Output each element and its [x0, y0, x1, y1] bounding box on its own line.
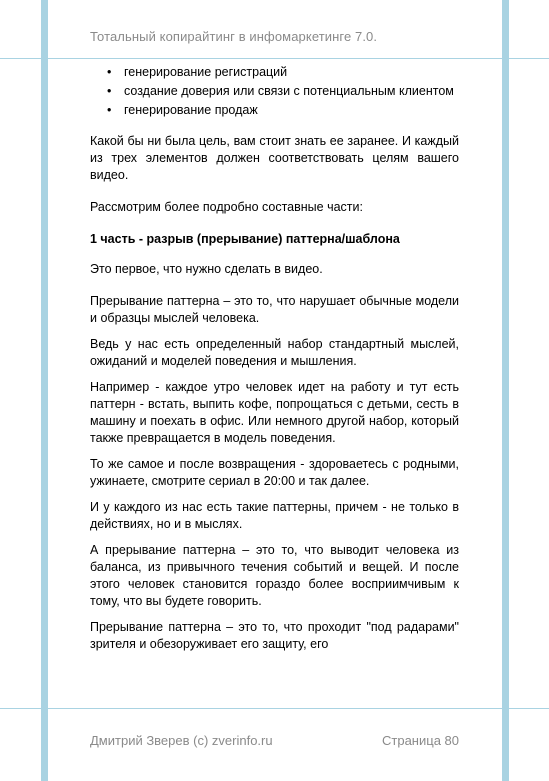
bullet-list — [90, 64, 459, 119]
paragraph: Какой бы ни была цель, вам стоит знать ее заранее. И каждый из трех элементов должен соответствовать целям вашего видео. — [90, 134, 459, 182]
paragraph: Ведь у нас есть определенный набор стандартный мыслей, ожиданий и моделей поведения и мышления. — [90, 337, 459, 368]
paragraph: Прерывание паттерна – это то, что нарушает обычные модели и образцы мыслей человека. — [90, 294, 459, 325]
section-heading: 1 часть - разрыв (прерывание) паттерна/шаблона — [90, 232, 400, 246]
paragraph: Прерывание паттерна – это то, что проходит "под радарами" зрителя и обезоруживает его защиту, его — [90, 620, 459, 651]
paragraph: И у каждого из нас есть такие паттерны, причем - не только в действиях, но и в мыслях. — [90, 500, 459, 531]
paragraph: Это первое, что нужно сделать в видео. — [90, 262, 323, 276]
footer-rule — [0, 708, 549, 709]
left-margin-bar — [41, 0, 48, 781]
paragraph: То же самое и после возвращения - здороваетесь с родными, ужинаете, смотрите сериал в 20:00 и так далее. — [90, 457, 459, 488]
bullet-icon: • — [107, 84, 112, 98]
bullet-icon: • — [107, 103, 112, 117]
list-item: • генерирование продаж — [107, 103, 258, 117]
page-number: Страница 80 — [382, 733, 459, 748]
paragraph: Рассмотрим более подробно составные части: — [90, 200, 363, 214]
page-body — [90, 64, 459, 662]
footer-author: Дмитрий Зверев (c) zverinfo.ru — [90, 733, 273, 748]
bullet-icon: • — [107, 65, 112, 79]
paragraph: А прерывание паттерна – это то, что выводит человека из баланса, из привычного течения событий и вещей. И после этого человек становится гораздо более восприимчивым к тому, что вы будете говорить. — [90, 543, 459, 608]
paragraph: Например - каждое утро человек идет на работу и тут есть паттерн - встать, выпить кофе, попрощаться с детьми, сесть в машину и поехать в офис. Или немного другой набор, который также превращается в модель поведения. — [90, 380, 459, 445]
list-item: • генерирование регистраций — [107, 65, 288, 79]
right-margin-bar — [502, 0, 509, 781]
list-item: • создание доверия или связи с потенциальным клиентом — [107, 84, 454, 98]
header-rule — [0, 58, 549, 59]
page-header-title: Тотальный копирайтинг в инфомаркетинге 7.0. — [90, 29, 378, 44]
